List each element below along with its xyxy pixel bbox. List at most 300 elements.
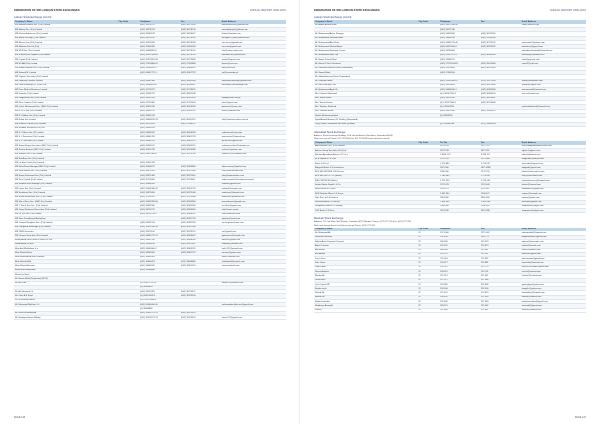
- table-cell: (042) 36302081: [139, 255, 180, 259]
- table-cell: madaisunambal@gmail.com: [521, 300, 586, 304]
- table-cell: Madaisunambal: [314, 300, 417, 304]
- table-cell: NCB Dhalaha Bkrwr 2.0 Scase: [314, 191, 417, 195]
- table-cell: MS SaffSec Sec (Pvt) Limited: [14, 152, 117, 156]
- table-cell: Oscar Fron: [314, 257, 417, 261]
- table-cell: (042) 36302125: [180, 139, 221, 143]
- table-cell: muhammad@hotmail.com: [521, 88, 586, 92]
- table-cell: southeast@hotmail.com: [221, 191, 286, 195]
- table-cell: sabrimirza@associate: [221, 131, 286, 135]
- table-cell: MS Sasee Federated Sec (Pvt) Limited: [14, 174, 117, 178]
- table-cell: Mr. Muhammad Nazi Tab: [314, 53, 417, 57]
- table-cell: Mrs. Shahina Rasheed: [314, 105, 417, 109]
- table-cell: (042) 36342722-17: [139, 234, 180, 238]
- table-cell: Mr. M Rehman Mohin: [14, 298, 117, 302]
- table-cell: mrs.m@email.com: [521, 92, 586, 96]
- right-top-section-title: Labuan Stock Exchange (cont'd): [314, 16, 352, 19]
- table-cell: (042) 36306190: [139, 182, 180, 186]
- table-cell: (042) 36301190: [180, 264, 221, 268]
- table-cell: waheld@hotmail.com: [221, 186, 286, 190]
- table-cell: stroubobie@hotmail.com: [521, 291, 586, 295]
- left-page-number: PAGE 146: [14, 416, 26, 419]
- table-cell: 226 900: [480, 287, 521, 291]
- table-cell: (042) 36302744: [139, 221, 180, 225]
- table-cell: Stroud Fik: [314, 291, 417, 295]
- table-cell: (042) 36371406: [139, 174, 180, 178]
- column-header: Fax: [480, 228, 521, 232]
- table-cell: aglsec@aglsec.com: [521, 148, 586, 152]
- table-cell: 2271 460: [439, 231, 480, 235]
- table-cell: MS. Sarsen Securities (Pvt) Limited: [14, 234, 117, 238]
- right-top-table-body: [314, 24, 586, 127]
- table-cell: (042) 36302960: [139, 204, 180, 208]
- table-cell: progld@brain.net.pk: [221, 96, 286, 100]
- table-cell: MS Lexee Sec (Pvt) Limited: [14, 186, 117, 190]
- table-cell: 2286 441: [480, 204, 521, 208]
- table-cell: (042) 36371001: [139, 169, 180, 173]
- table-cell: Mr. Mohammad Azhar Rasayat: [314, 32, 417, 36]
- table-cell: Mabberya Amirudhi: [314, 304, 417, 308]
- column-header: Fax: [480, 141, 521, 145]
- table-cell: (042) 35722405: [180, 101, 221, 105]
- table-cell: (042) 36304122: [439, 58, 480, 62]
- table-cell: (042) 36304150: [480, 92, 521, 96]
- table-cell: MS Southeast Sec. (Pvt) Limited: [14, 191, 117, 195]
- table-cell: Mr. Muhammad Shahn Aleem: [314, 45, 417, 49]
- table-cell: MS. Vanguard Brokerage (Pvt) Limited: [14, 225, 117, 229]
- table-cell: (042) 36305115: [180, 144, 221, 148]
- table-cell: Mr. Muhammad Abu Khan: [314, 40, 417, 44]
- table-cell: (042) 36277426: [180, 24, 221, 28]
- table-cell: (042) 36301100: [139, 126, 180, 130]
- table-cell: Mr. Hasan Malik (Proprietor) (M-29): [14, 277, 117, 281]
- column-header: Company's Name: [314, 141, 417, 145]
- table-cell: (042) 36306180: [180, 131, 221, 135]
- table-cell: 2286 440: [439, 204, 480, 208]
- table-cell: obmax@intermatic.com: [521, 239, 586, 243]
- table-cell: (0) 36306880: [139, 307, 180, 311]
- table-cell: MS Rahat Sec Limited: [14, 118, 117, 122]
- table-cell: (042) 36305630: [480, 53, 521, 57]
- table-cell: muttak.ms@gmail.com: [521, 45, 586, 49]
- table-cell: (042) 35795411: [180, 178, 221, 182]
- table-cell: (042) 35404877: [139, 165, 180, 169]
- table-cell: (042) 36306522: [180, 212, 221, 216]
- table-cell: (042) 36279807-08: [139, 58, 180, 62]
- table-cell: 220 881: [480, 261, 521, 265]
- table-cell: (042) 36379169: [480, 66, 521, 70]
- table-cell: (042) 36379190-40: [439, 24, 480, 28]
- table-cell: 2276 440: [480, 183, 521, 187]
- table-cell: Lilant Hulm: [314, 278, 417, 282]
- table-cell: umarss@gmail.com: [221, 238, 286, 242]
- table-cell: (042) 36770741: [480, 40, 521, 44]
- table-cell: fred.carome@gmail.com: [521, 257, 586, 261]
- table-cell: 2875 300: [439, 166, 480, 170]
- table-cell: [521, 122, 586, 126]
- table-cell: (042) 37960215: [480, 109, 521, 113]
- table-cell: (042) 36305781: [139, 109, 180, 113]
- table-cell: (042) 35304604-10: [139, 302, 180, 306]
- table-cell: (042) 36278745: [180, 36, 221, 40]
- table-cell: hsuhan@hotmail.com: [521, 274, 586, 278]
- table-cell: (021) 35806866: [180, 260, 221, 264]
- table-cell: Mr. Munir Khan Ahmed: [14, 311, 117, 315]
- table-cell: MS Sila a Mirza Sec. (SMC Pvt) Limited: [14, 199, 117, 203]
- table-cell: (042) 36381990: [180, 221, 221, 225]
- table-cell: mahmood.lakeway@yahoo.com: [221, 79, 286, 83]
- table-cell: shaqueeza@cbyte.com: [521, 209, 586, 213]
- table-cell: Mr. Rana Nauman Jutt: [314, 83, 417, 87]
- table-cell: (042) 36301234: [139, 113, 180, 117]
- table-cell: Mr. Arif Latif: [14, 281, 117, 285]
- table-cell: info@aztasubz.com: [221, 212, 286, 216]
- table-cell: (042) 35404860: [180, 165, 221, 169]
- table-cell: info@naresmutual.com: [221, 169, 286, 173]
- table-cell: MS Piers Traders (Pvt) Limited: [14, 101, 117, 105]
- table-cell: (042) 36369810-1: [439, 88, 480, 92]
- table-cell: Nasim Ali Services: [314, 235, 417, 239]
- table-cell: (042) 36371410: [180, 174, 221, 178]
- table-cell: 22: [417, 282, 439, 286]
- table-cell: EFS SECURITY LTD (Brass): [314, 174, 417, 178]
- table-cell: MS Organic Securities (Pvt) Limited: [14, 75, 117, 79]
- table-cell: rachta@hotmail.com: [521, 269, 586, 273]
- table-cell: hussain@mail.com: [221, 264, 286, 268]
- table-cell: 220 787: [439, 265, 480, 269]
- table-cell: mcnaughton@msn.com: [221, 221, 286, 225]
- table-cell: (042) 35374676: [180, 315, 221, 319]
- table-cell: (0) 36306780: [439, 113, 480, 117]
- table-cell: hnhh.22@hotmail.com: [221, 247, 286, 251]
- table-cell: (021) 35806500: [480, 122, 521, 126]
- table-cell: Mian Muhammed Nazir Kamran: [14, 255, 117, 259]
- table-cell: (042) 36278784: [139, 40, 180, 44]
- table-cell: Mrs. Samia Sadia: [314, 96, 417, 100]
- table-cell: mrnazir@yahoo.com: [221, 251, 286, 255]
- table-cell: MS Progressive Sec (Pvt) Limited: [14, 96, 117, 100]
- table-cell: Brooks nimh: [314, 287, 417, 291]
- table-cell: Bakgard Broker 2.0 Investment: [314, 166, 417, 170]
- table-cell: (042) 36317626: [139, 96, 180, 100]
- table-cell: (042) 36307792: [180, 70, 221, 74]
- table-cell: (042) 36260578: [139, 32, 180, 36]
- table-cell: (042) 36361306: [139, 79, 180, 83]
- table-cell: (042) 36280857: [180, 83, 221, 87]
- table-cell: (042) 36274471: [180, 290, 221, 294]
- table-cell: 221 487: [480, 308, 521, 312]
- column-header: Email Address: [521, 228, 586, 232]
- table-cell: (042) 36305782: [180, 109, 221, 113]
- table-cell: (042) 36278742: [139, 36, 180, 40]
- table-cell: 220 987: [480, 248, 521, 252]
- table-cell: (042) 36278786: [180, 40, 221, 44]
- table-cell: (042) 36780460: [439, 49, 480, 53]
- table-cell: 220 187: [480, 252, 521, 256]
- table-cell: nrz@gmail.com: [221, 229, 286, 233]
- table-cell: MS Mecan Fern (Pvt) Limited: [14, 40, 117, 44]
- table-cell: mal@nbs.com: [221, 66, 286, 70]
- table-cell: (042) 36278797: [139, 24, 180, 28]
- table-row: [14, 315, 286, 319]
- table-cell: (042) 36302964: [180, 204, 221, 208]
- table-cell: MS Ramesh Capital (Pvt) Limited: [14, 122, 117, 126]
- table-cell: 230 432: [439, 295, 480, 299]
- table-cell: 2 805 284: [439, 191, 480, 195]
- table-cell: (042) 36305730: [180, 186, 221, 190]
- table-cell: mariobaliyopra@yahoo.com: [221, 27, 286, 31]
- table-cell: MS Shakeel Riaz Manager (Pvt) Limited: [14, 182, 117, 186]
- table-cell: hussai.73@gmail.com: [221, 315, 286, 319]
- table-cell: Mrs. Zaheda Sheikh: [314, 109, 417, 113]
- table-cell: gestingkqz@yahoo.com: [521, 282, 586, 286]
- table-cell: (042) 36365779-40: [439, 40, 480, 44]
- table-cell: zeharu@hotmail.com: [521, 308, 586, 312]
- table-cell: MS Sarfraz Ibrahim (SMC Pvt) Limited: [14, 148, 117, 152]
- table-cell: Mr. Shahid Hussain Rizvi (Dependent): [314, 75, 417, 79]
- table-cell: Mian Rashid Nazir: [14, 251, 117, 255]
- table-cell: Mrs. Samia Feroze: [314, 101, 417, 105]
- table-cell: (042) 36301707: [180, 251, 221, 255]
- table-cell: ncbsec@hotmail.com: [521, 191, 586, 195]
- table-cell: (042) 36278741: [139, 27, 180, 31]
- table-cell: 346 900: [439, 248, 480, 252]
- table-cell: 220 770: [480, 265, 521, 269]
- table-cell: (042) 36174690: [480, 101, 521, 105]
- table-cell: (042) 36276181: [139, 122, 180, 126]
- table-cell: (042) 36311213: [180, 118, 221, 122]
- table-cell: rana.vidaa@gmail.com: [521, 161, 586, 165]
- table-cell: 22: [417, 295, 439, 299]
- table-cell: 726 387: [480, 257, 521, 261]
- table-cell: nama2@crdl.com: [521, 62, 586, 66]
- table-cell: (042) 35404094: [180, 45, 221, 49]
- table-cell: bonnemy@hotmail.net.rt: [521, 53, 586, 57]
- table-cell: Mr. Muhammad Shaahid Malik: [314, 36, 417, 40]
- table-cell: 230 821: [439, 269, 480, 273]
- table-cell: (042) 36370967: [480, 45, 521, 49]
- table-cell: (042) 35370690: [439, 66, 480, 70]
- table-cell: MS Sare Mutual Sec. (Pvt) Limited: [14, 169, 117, 173]
- left-table-body: [14, 24, 286, 320]
- table-cell: mortimer.ms@yahoo.com: [221, 53, 286, 57]
- table-cell: MS Quest Muhammed Sec. (SMC Pvt) Limited: [14, 105, 117, 109]
- table-cell: Bhadur Ali: [314, 274, 417, 278]
- table-cell: Ibnhar Balme Foods 1.0 Co: [314, 183, 417, 187]
- table-cell: hoham@hotmail.com: [521, 295, 586, 299]
- table-cell: 220 877: [439, 261, 480, 265]
- table-cell: bcbglobal@hotmail.com: [521, 157, 586, 161]
- table-cell: mohamedali@hotmail.com: [521, 231, 586, 235]
- mastrasi-contact: Web: mse.com.pk Email: info@mse.com.pk Phone: (021) 277 058: [314, 224, 375, 227]
- table-cell: rainkor@gmail.com: [521, 196, 586, 200]
- table-cell: mos.nox@gmail.com: [221, 45, 286, 49]
- table-cell: MS Lie Bay Credit (Pvt) Limited: [14, 161, 117, 165]
- table-cell: BCB Global & Co 3-ltd: [314, 157, 417, 161]
- table-cell: (042) 35778401: [139, 178, 180, 182]
- table-cell: suf.sec1@yahoo.com: [221, 148, 286, 152]
- table-cell: Mr. Nazim Prasad Nazir: [314, 58, 417, 62]
- column-header: Telephone: [439, 228, 480, 232]
- table-cell: Hoham Nil: [314, 295, 417, 299]
- column-header: City Code: [417, 20, 439, 24]
- table-cell: ibnhar@hotmail.com: [521, 183, 586, 187]
- table-cell: (042) 36370955: [480, 32, 521, 36]
- table-cell: 221 841: [480, 274, 521, 278]
- table-cell: MS R. & S. Sec (Pvt) Limited: [14, 109, 117, 113]
- table-cell: travelinfo@hotmail.com: [521, 261, 586, 265]
- table-cell: (042) 36312398-90: [139, 53, 180, 57]
- table-cell: Abd-Guldawa Sec. (Pvt) Limited: [314, 145, 417, 149]
- table-cell: 221 484: [480, 300, 521, 304]
- table-cell: Mian Asif Makhdoom & u: [14, 247, 117, 251]
- table-cell: (0) 4 35407876: [439, 105, 480, 109]
- table-cell: MS. Usman Naughton Sec. (Pvt) Limited: [14, 221, 117, 225]
- table-cell: Mrs. Kishwar Mehmood: [314, 92, 417, 96]
- table-cell: (042) 3771163-663: [439, 62, 480, 66]
- table-cell: (0) 4 35377940-1: [439, 101, 480, 105]
- table-cell: piers@gmail.com: [221, 101, 286, 105]
- table-cell: (042) 36374980: [180, 148, 221, 152]
- table-cell: zahid@westbrook.com: [521, 79, 586, 83]
- table-cell: (042) 36301705: [180, 135, 221, 139]
- table-cell: MS S. P. Securities (P) Limited: [14, 139, 117, 143]
- mastrasi-address: Address: 711 2nd Floor, Mall Sharda, Chardwar (EXT) Mardan. Phone: (021) 277 055 Fax: (021) 277 058: [314, 221, 411, 224]
- table-cell: (021) 35377400: [480, 79, 521, 83]
- table-cell: (042) 36370780: [180, 152, 221, 156]
- table-cell: MS Poor Brookings (P) kt Sec Ltd: [14, 83, 117, 87]
- table-cell: MS. SMS Securities: [14, 229, 117, 233]
- column-header: Telephone: [439, 20, 480, 24]
- column-header: Email Address: [521, 20, 586, 24]
- table-cell: 22: [417, 265, 439, 269]
- table-cell: 22: [417, 304, 439, 308]
- table-cell: (0) 4 36307741-2: [439, 92, 480, 96]
- table-cell: kanipilic@yahoo.com: [521, 287, 586, 291]
- table-cell: MS Market Harbour Sec. (Pvt) Limited: [14, 24, 117, 28]
- table-cell: 22: [417, 300, 439, 304]
- table-cell: info@rahatsecurities.com.pk: [221, 118, 286, 122]
- table-cell: (042) 37113987: [139, 195, 180, 199]
- table-cell: shakeel@gmail.com: [221, 182, 286, 186]
- table-cell: infose@efsecurities.com: [521, 170, 586, 174]
- table-cell: 220 880: [439, 282, 480, 286]
- table-cell: 227 077: [439, 278, 480, 282]
- table-row: [314, 209, 586, 213]
- table-cell: 22: [417, 274, 439, 278]
- table-cell: 2271 774: [480, 145, 521, 149]
- table-cell: bakgard@gmail.com: [521, 166, 586, 170]
- mastrasi-table-body: [314, 231, 586, 312]
- table-cell: MS Za Taz Sec (Pvt) Limited: [14, 212, 117, 216]
- table-cell: 2 274 900: [480, 179, 521, 183]
- table-cell: 2805 460: [480, 196, 521, 200]
- table-cell: Baharat Ajmadeen Alamas 2.0 Co o: [314, 153, 417, 157]
- table-cell: 22: [417, 278, 439, 282]
- table-cell: 236 696: [439, 239, 480, 243]
- table-cell: (042) 35339540-47: [439, 79, 480, 83]
- table-cell: (042) 36371100: [139, 229, 180, 233]
- table-cell: 22: [417, 269, 439, 273]
- table-cell: Mr. Muhammad Ayub Ch: [314, 88, 417, 92]
- right-page-number: PAGE 147: [574, 416, 586, 419]
- table-cell: (042) 36201238: [180, 92, 221, 96]
- table-cell: (042) 36373170: [180, 229, 221, 233]
- table-row: [314, 308, 586, 312]
- table-cell: 22: [417, 257, 439, 261]
- table-cell: (0) 4530 9603-6: [139, 294, 180, 298]
- table-cell: (042) 36306540: [180, 238, 221, 242]
- table-cell: Mr. Khan A.S Saad: [14, 294, 117, 298]
- table-cell: (042) 36307706: [139, 238, 180, 242]
- table-cell: 2924 677: [439, 187, 480, 191]
- table-cell: (042) 36360960-2: [139, 247, 180, 251]
- table-cell: 22: [417, 244, 439, 248]
- table-cell: (042) 35407433: [139, 161, 180, 165]
- right-page: [300, 0, 600, 424]
- column-header: Company's Name: [314, 20, 417, 24]
- table-cell: rbyalnna@mail.com: [221, 217, 286, 221]
- table-cell: 271 497: [439, 291, 480, 295]
- table-cell: (042) 36308891-6: [139, 49, 180, 53]
- table-cell: 2873 768: [439, 148, 480, 152]
- table-cell: (042) 36370667: [480, 96, 521, 100]
- table-cell: 2273 888: [480, 157, 521, 161]
- table-cell: Mr. Muhammad Navtoaal Cocme: [314, 49, 417, 53]
- table-cell: Mr. Mehmood Mukhtar Ch.: [14, 302, 117, 306]
- table-cell: MS S. J Securities (Pvt) Limited: [14, 135, 117, 139]
- table-cell: (042) 35778475: [180, 88, 221, 92]
- table-cell: MS T. Ikar & Sen Sec. (Pvt) Limited: [14, 204, 117, 208]
- table-cell: MS Taxes Michanical Securities (Pvt) Limited: [14, 208, 117, 212]
- table-cell: (042) 36303870-1: [139, 66, 180, 70]
- table-cell: questsec1@msn.com: [221, 105, 286, 109]
- table-cell: (087) 35004340-42: [139, 186, 180, 190]
- table-cell: (042) 36301769: [139, 135, 180, 139]
- table-cell: 2 274 607: [480, 174, 521, 178]
- table-cell: Suni Tirsee: [314, 261, 417, 265]
- table-cell: (042) 37990260: [480, 36, 521, 40]
- table-cell: MS Ziaur Proudhmed Makhdoom: [14, 217, 117, 221]
- islamabad-directory-table: [314, 141, 586, 213]
- table-cell: 226 870: [439, 244, 480, 248]
- table-cell: 221 480: [439, 308, 480, 312]
- table-cell: info@efsecurities.com: [521, 174, 586, 178]
- table-cell: (042) 37370080: [180, 195, 221, 199]
- table-cell: MS R. & Adam Sec (Pvt) Limited: [14, 113, 117, 117]
- mastrasi-directory-table: [314, 228, 586, 313]
- table-cell: 226 693: [480, 239, 521, 243]
- table-cell: Ravon Ashtaris: [314, 269, 417, 273]
- table-cell: Ahtsiz Tunisha: [314, 244, 417, 248]
- table-cell: (042) 36374730: [139, 148, 180, 152]
- table-cell: (042) 36280853-4: [139, 83, 180, 87]
- table-cell: (042) 36357960: [180, 225, 221, 229]
- table-cell: khalsa@nsslink.com: [221, 32, 286, 36]
- table-cell: bluehart@gmail.com: [521, 252, 586, 256]
- table-cell: Syed Ahmad Mannan (N. Khakhy) (Expanded): [314, 118, 417, 122]
- table-cell: EMIL SERVICES (Bank): [314, 179, 417, 183]
- table-cell: MS Nadeer Bhakar Sec (Pvt) Limited: [14, 66, 117, 70]
- table-cell: (042) 36988886: [139, 268, 180, 272]
- table-cell: MS Khalsa Andherson (Pvt) Limited: [14, 32, 117, 36]
- islamabad-address: Address: Stock Exchange Building, 55-B Jinnah Avenue, Blue Area, Islamabad 44000: [314, 134, 393, 137]
- table-cell: shaqueeza@cbyte.com: [521, 204, 586, 208]
- table-cell: 227 084: [480, 278, 521, 282]
- table-cell: Mr. Nimra Ul Din's Rasheed: [314, 62, 417, 66]
- table-cell: ahmedmuhammad@hotmail.com: [521, 49, 586, 53]
- table-cell: (042) 36171930: [439, 27, 480, 31]
- table-cell: (042) 36379100: [180, 294, 221, 298]
